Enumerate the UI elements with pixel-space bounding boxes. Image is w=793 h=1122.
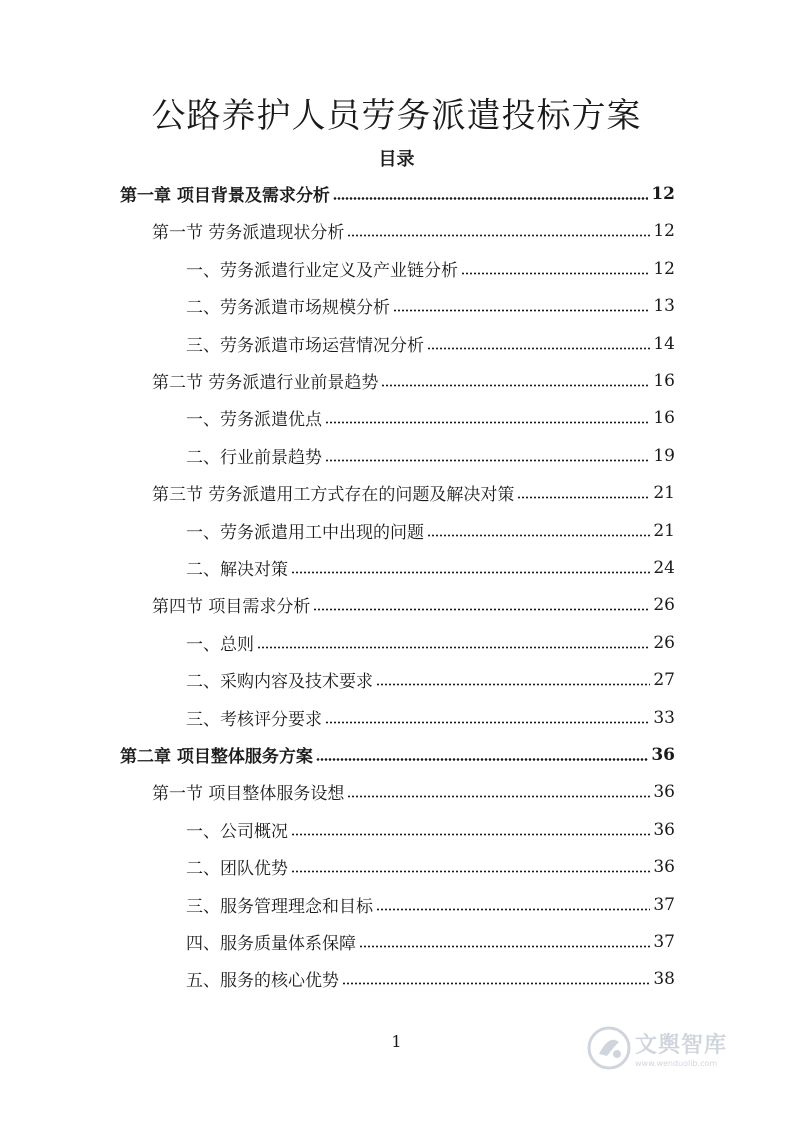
toc-entry[interactable] (152, 362, 675, 399)
toc-leader-dots (342, 982, 650, 985)
toc-entry-page: 26 (653, 632, 675, 653)
toc-entry-page: 16 (653, 370, 675, 391)
toc-entry-label: 三、服务管理理念和目标 (186, 897, 373, 917)
toc-entry[interactable] (120, 175, 675, 212)
toc-leader-dots (291, 571, 650, 574)
toc-entry-label: 二、行业前景趋势 (186, 448, 322, 468)
toc-leader-dots (313, 608, 650, 611)
toc-entry-label: 一、劳务派遣优点 (186, 410, 322, 430)
toc-leader-dots (359, 945, 650, 948)
toc-leader-dots (291, 833, 650, 836)
toc-entry-label: 三、考核评分要求 (186, 710, 322, 730)
toc-entry[interactable] (186, 399, 675, 436)
toc-leader-dots (393, 309, 650, 312)
toc-entry[interactable] (152, 474, 675, 511)
toc-entry-page: 26 (653, 594, 675, 615)
toc-entry-page: 12 (653, 258, 675, 279)
toc-leader-dots (257, 646, 650, 649)
toc-entry-page: 21 (653, 520, 675, 541)
toc-leader-dots (517, 496, 650, 499)
toc-entry-page: 36 (653, 781, 675, 802)
toc-entry[interactable] (186, 886, 675, 923)
toc-entry-page: 36 (653, 819, 675, 840)
watermark-logo-icon (587, 1026, 631, 1070)
toc-leader-dots (427, 347, 650, 350)
toc-leader-dots (376, 683, 650, 686)
toc-entry[interactable] (186, 960, 675, 997)
toc-leader-dots (347, 234, 650, 237)
toc-entry-label: 二、劳务派遣市场规模分析 (186, 298, 390, 318)
toc-entry-label: 二、解决对策 (186, 560, 288, 580)
toc-entry-page: 33 (653, 707, 675, 728)
toc-entry[interactable] (186, 848, 675, 885)
toc-entry-label: 一、公司概况 (186, 822, 288, 842)
toc-leader-dots (381, 384, 650, 387)
toc-entry-page: 12 (653, 220, 675, 241)
toc-entry[interactable] (186, 923, 675, 960)
toc-entry[interactable] (152, 773, 675, 810)
watermark-name: 文舆智库 (635, 1033, 728, 1058)
toc-entry-page: 19 (653, 445, 675, 466)
watermark-url: www.wenduolib.com (635, 1059, 718, 1068)
toc-entry[interactable] (186, 325, 675, 362)
toc-leader-dots (316, 758, 648, 761)
toc-entry-label: 第一章 项目背景及需求分析 (120, 186, 330, 206)
toc-leader-dots (325, 721, 650, 724)
toc-entry[interactable] (186, 661, 675, 698)
toc-entry-page: 37 (653, 931, 675, 952)
toc-leader-dots (325, 421, 650, 424)
toc-leader-dots (333, 197, 648, 200)
toc-leader-dots (325, 459, 650, 462)
toc-entry-label: 二、采购内容及技术要求 (186, 672, 373, 692)
toc-entry[interactable] (120, 736, 675, 773)
toc-entry[interactable] (186, 811, 675, 848)
toc-entry[interactable] (186, 287, 675, 324)
toc-entry-page: 27 (653, 669, 675, 690)
toc-leader-dots (376, 908, 650, 911)
toc-entry-label: 第一节 项目整体服务设想 (152, 784, 345, 804)
toc-entry[interactable] (186, 512, 675, 549)
toc-entry[interactable] (186, 250, 675, 287)
toc-leader-dots (461, 272, 650, 275)
toc-entry-page: 13 (653, 295, 675, 316)
toc-entry[interactable] (152, 586, 675, 623)
document-title: 公路养护人员劳务派遣投标方案 (151, 96, 642, 136)
toc-entry-label: 二、团队优势 (186, 859, 288, 879)
toc-entry-page: 37 (653, 894, 675, 915)
toc-entry-label: 五、服务的核心优势 (186, 971, 339, 991)
toc-entry-page: 21 (653, 482, 675, 503)
toc-leader-dots (347, 795, 650, 798)
toc-entry[interactable] (186, 549, 675, 586)
toc-entry-label: 一、劳务派遣用工中出现的问题 (186, 523, 424, 543)
toc-entry-page: 36 (651, 744, 675, 765)
toc-leader-dots (291, 870, 650, 873)
toc-entry-page: 24 (653, 557, 675, 578)
toc-entry-page: 14 (653, 333, 675, 354)
toc-entry-label: 第三节 劳务派遣用工方式存在的问题及解决对策 (152, 485, 515, 505)
toc-entry-label: 第二章 项目整体服务方案 (120, 747, 313, 767)
toc-heading: 目录 (378, 149, 415, 170)
toc-leader-dots (427, 534, 650, 537)
toc-entry[interactable] (186, 437, 675, 474)
toc-entry-label: 第四节 项目需求分析 (152, 597, 311, 617)
toc-entry-label: 一、总则 (186, 635, 254, 655)
toc-entry-label: 一、劳务派遣行业定义及产业链分析 (186, 261, 458, 281)
toc-entry-page: 38 (653, 968, 675, 989)
page-number: 1 (391, 1032, 402, 1051)
toc-entry-label: 四、服务质量体系保障 (186, 934, 356, 954)
watermark (587, 1020, 757, 1076)
toc-entry-label: 第一节 劳务派遣现状分析 (152, 223, 345, 243)
toc-entry-page: 36 (653, 856, 675, 877)
toc-entry-page: 12 (651, 183, 675, 204)
toc-entry[interactable] (152, 212, 675, 249)
toc-entry-page: 16 (653, 407, 675, 428)
toc-entry[interactable] (186, 624, 675, 661)
toc-entry[interactable] (186, 699, 675, 736)
toc-entry-label: 三、劳务派遣市场运营情况分析 (186, 336, 424, 356)
toc-entry-label: 第二节 劳务派遣行业前景趋势 (152, 373, 379, 393)
